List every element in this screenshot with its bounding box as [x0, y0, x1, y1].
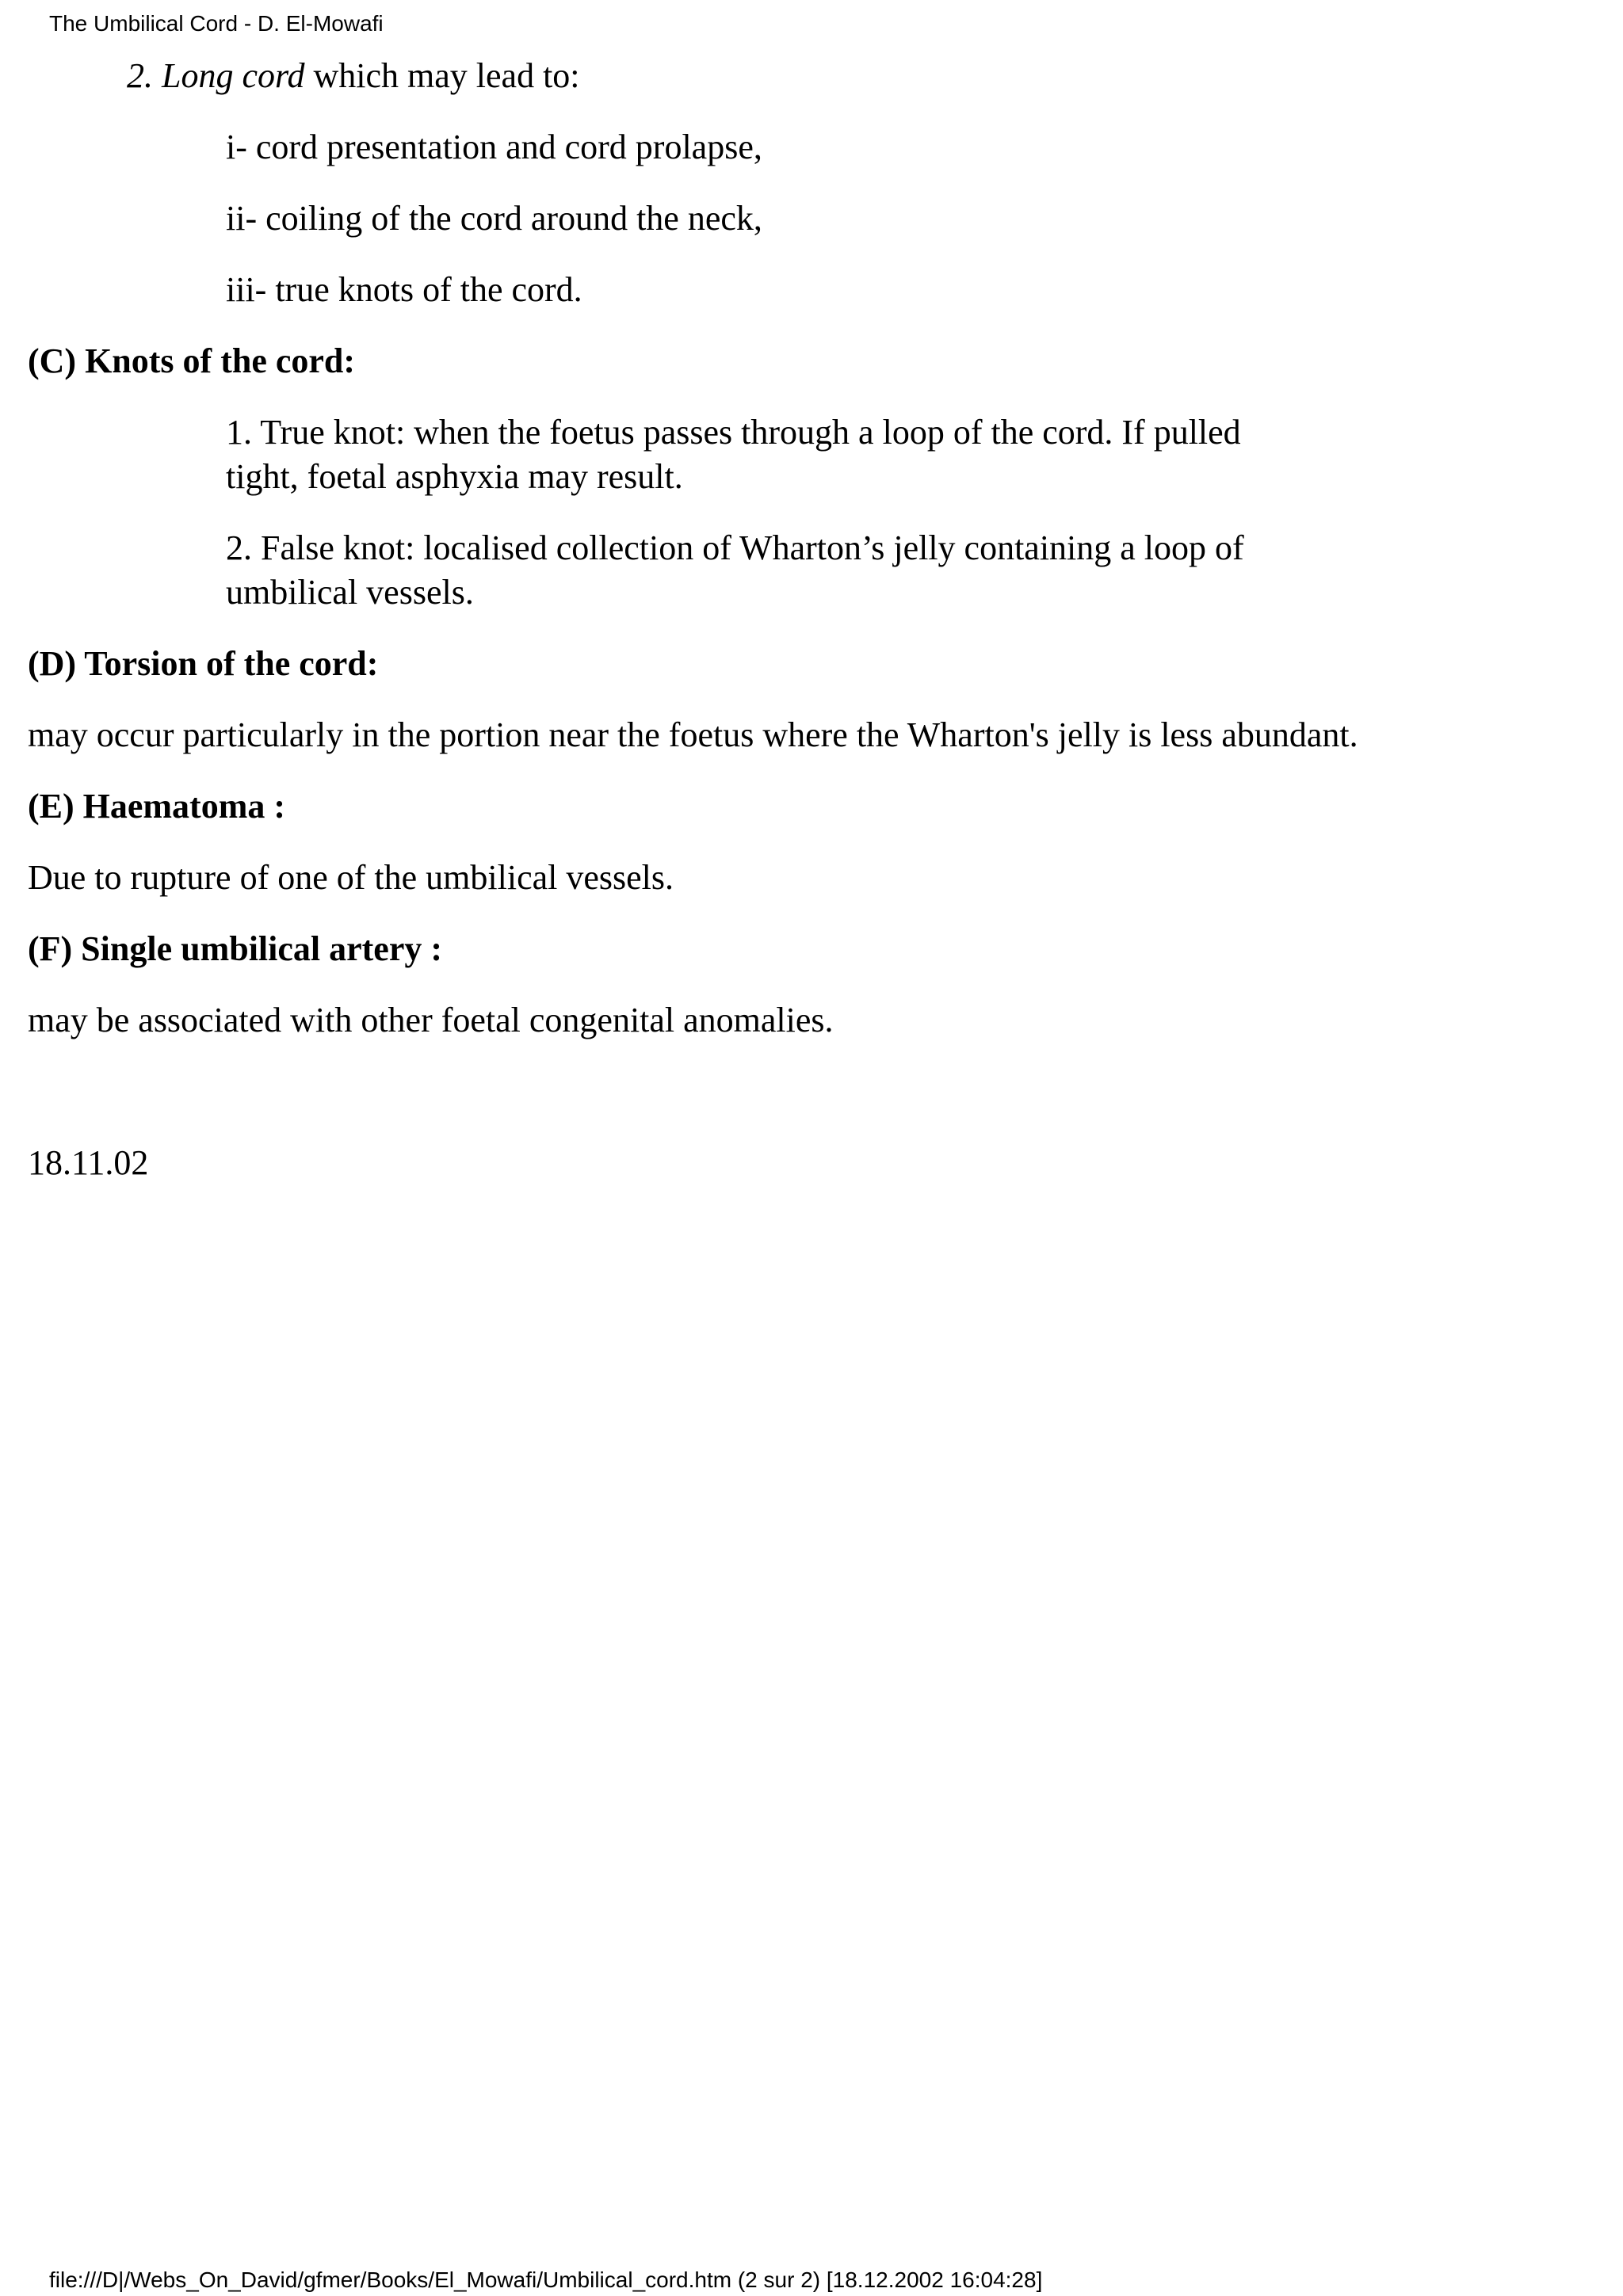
torsion-text: may occur particularly in the portion near the foetus where the Wharton's jelly is less abundant.	[28, 715, 1358, 754]
haematoma-heading: (E) Haematoma :	[28, 787, 286, 826]
document-date: 18.11.02	[28, 1143, 149, 1182]
false-knot-line-1: 2. False knot: localised collection of Wharton’s jelly containing a loop of	[226, 528, 1244, 567]
print-footer: file:///D|/Webs_On_David/gfmer/Books/El_Mowafi/Umbilical_cord.htm (2 sur 2) [18.12.2002 16:04:28]	[49, 2267, 1043, 2292]
false-knot-line-2: umbilical vessels.	[226, 573, 474, 612]
long-cord-item-1: i- cord presentation and cord prolapse,	[226, 128, 762, 166]
single-artery-text: may be associated with other foetal congenital anomalies.	[28, 1001, 834, 1039]
long-cord-intro	[127, 54, 580, 98]
true-knot-line-1: 1. True knot: when the foetus passes through a loop of the cord. If pulled	[226, 413, 1241, 452]
true-knot-line-2: tight, foetal asphyxia may result.	[226, 457, 683, 496]
single-artery-heading: (F) Single umbilical artery :	[28, 929, 443, 968]
long-cord-term: 2. Long cord	[127, 56, 305, 95]
long-cord-item-2: ii- coiling of the cord around the neck,	[226, 199, 762, 238]
torsion-heading: (D) Torsion of the cord:	[28, 644, 379, 683]
long-cord-item-3: iii- true knots of the cord.	[226, 270, 582, 309]
print-header: The Umbilical Cord - D. El-Mowafi	[49, 11, 384, 36]
knots-heading: (C) Knots of the cord:	[28, 341, 356, 380]
long-cord-intro-text: which may lead to:	[304, 56, 580, 95]
haematoma-text: Due to rupture of one of the umbilical vessels.	[28, 858, 674, 897]
